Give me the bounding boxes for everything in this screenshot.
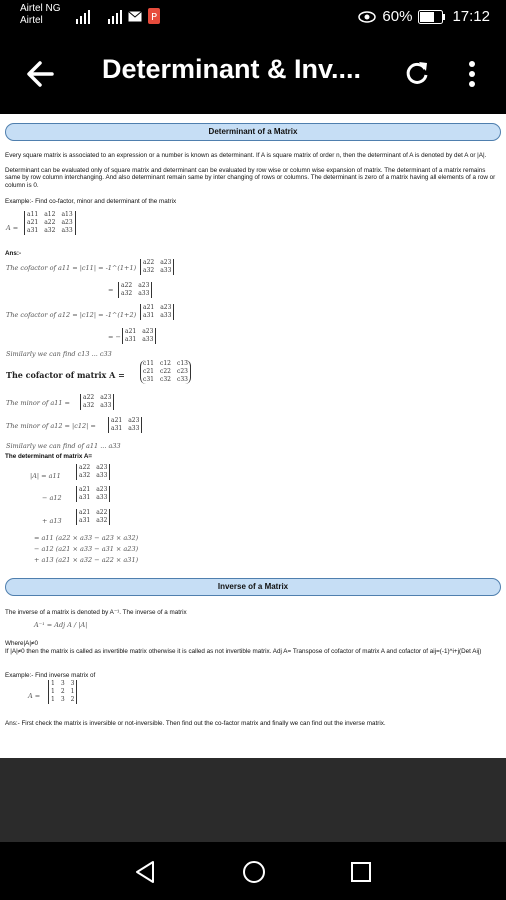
inverse-formula: A⁻¹ = Adj A / |A|	[34, 621, 88, 629]
nav-recents-icon[interactable]	[350, 861, 372, 883]
signal-icon-2	[108, 10, 122, 24]
cofactor-a12-result: a21 a23 a31 a33	[122, 328, 156, 344]
determinant-label: The determinant of matrix A=	[5, 453, 93, 460]
inverse-answer: Ans:- First check the matrix is inversible or not-inversible. Then find out the co-factor matrix and finally we can find out the inverse matrix.	[5, 720, 386, 727]
app-bar	[0, 36, 506, 114]
carrier-2: Airtel	[20, 15, 43, 26]
cofactor-a12-matrix: a21 a23 a31 a33	[140, 304, 174, 320]
carrier-info	[20, 3, 61, 27]
status-right	[358, 8, 490, 25]
answer-label: Ans:-	[5, 250, 22, 257]
cofactor-a11-text: The cofactor of a11 = |c11| = -1^(1+1)	[6, 264, 137, 272]
inverse-condition: Where|A|≠0	[5, 640, 38, 647]
more-options-icon[interactable]	[468, 60, 476, 88]
similar-minor-text: Similarly we can find of a11 ... a33	[6, 442, 121, 450]
expansion-line-2: − a12 (a21 × a33 − a31 × a23)	[34, 545, 139, 553]
minor-a12-matrix: a21 a23 a31 a33	[108, 417, 142, 433]
navigation-bar	[0, 842, 506, 900]
inverse-example-matrix: 1 3 3 1 2 1 1 3 2	[48, 680, 77, 704]
cofactor-matrix: c11 c12 c13 c21 c22 c23 c31 c32 c33	[140, 360, 191, 384]
det-term-3: + a13	[42, 517, 62, 525]
example-2-label: Example:- Find inverse matrix of	[5, 672, 96, 679]
battery-icon	[418, 10, 446, 24]
carrier-1: Airtel NG	[20, 3, 61, 14]
svg-text:P: P	[151, 12, 158, 23]
eye-icon	[358, 11, 376, 23]
web-content[interactable]	[0, 114, 506, 758]
page-title: Determinant & Inv....	[102, 54, 362, 84]
cofactor-a11-matrix: a22 a23 a32 a33	[140, 259, 174, 275]
det-minor-3: a21 a22 a31 a32	[76, 509, 110, 525]
nav-back-icon[interactable]	[134, 860, 156, 884]
det-minor-2: a21 a23 a31 a33	[76, 486, 110, 502]
cofactor-a11-result: a22 a23 a32 a33	[118, 282, 152, 298]
signal-icon-1	[76, 10, 90, 24]
minor-a11-matrix: a22 a23 a32 a33	[80, 394, 114, 410]
empty-area	[0, 758, 506, 842]
example-1-label: Example:- Find co-factor, minor and determinant of the matrix	[5, 198, 177, 205]
cofactor-matrix-label: The cofactor of matrix A =	[6, 370, 125, 380]
det-a-label: |A| = a11	[30, 472, 61, 480]
minus-sign: = −	[108, 333, 121, 341]
status-bar	[0, 0, 506, 36]
matrix-a: a11 a12 a13 a21 a22 a23 a31 a32 a33	[24, 211, 76, 235]
inverse-explanation: If |A|≠0 then the matrix is called as invertible matrix otherwise it is called as not invertible matrix. Adj A= Transpose of cofactor of matrix A and cofactor of aij=(-1)^i+j(Det Aij)	[5, 648, 482, 655]
mail-icon	[128, 11, 142, 22]
clock: 17:12	[452, 8, 490, 25]
similar-cofactor-text: Similarly we can find c13 ... c33	[6, 350, 112, 358]
inverse-matrix-a-label: A =	[28, 692, 41, 700]
section-header-determinant: Determinant of a Matrix	[5, 123, 501, 141]
section-header-inverse: Inverse of a Matrix	[5, 578, 501, 596]
minor-a11-text: The minor of a11 =	[6, 399, 70, 407]
expansion-line-1: = a11 (a22 × a33 − a23 × a32)	[34, 534, 139, 542]
app-notification-icon	[148, 8, 160, 24]
determinant-intro: Every square matrix is associated to an expression or a number is known as determinant. If A is square matrix of order n, then the determinant of A is denoted by det A or |A|.	[5, 152, 487, 159]
det-term-2: − a12	[42, 494, 62, 502]
expansion-line-3: + a13 (a21 × a32 − a22 × a31)	[34, 556, 139, 564]
cofactor-a12-text: The cofactor of a12 = |c12| = -1^(1+2)	[6, 311, 137, 319]
battery-percent: 60%	[382, 8, 413, 25]
nav-home-icon[interactable]	[242, 860, 266, 884]
equals-sign: =	[108, 286, 114, 294]
matrix-a-label: A =	[6, 224, 19, 232]
inverse-intro: The inverse of a matrix is denoted by A⁻¹. The inverse of a matrix	[5, 609, 187, 616]
determinant-properties: Determinant can be evaluated only of square matrix and determinant can be evaluated by row wise or column wise expansion of matrix. The determinant of a matrix remains same by row column interchanging. And also determinant remain same by inter changing of rows or columns. The determinant is zero of a matrix having all elements of a row or column is 0.	[5, 167, 496, 189]
back-arrow-icon[interactable]	[26, 56, 56, 92]
refresh-icon[interactable]	[404, 60, 430, 86]
minor-a12-text: The minor of a12 = |c12| =	[6, 422, 96, 430]
det-minor-1: a22 a23 a32 a33	[76, 464, 110, 480]
